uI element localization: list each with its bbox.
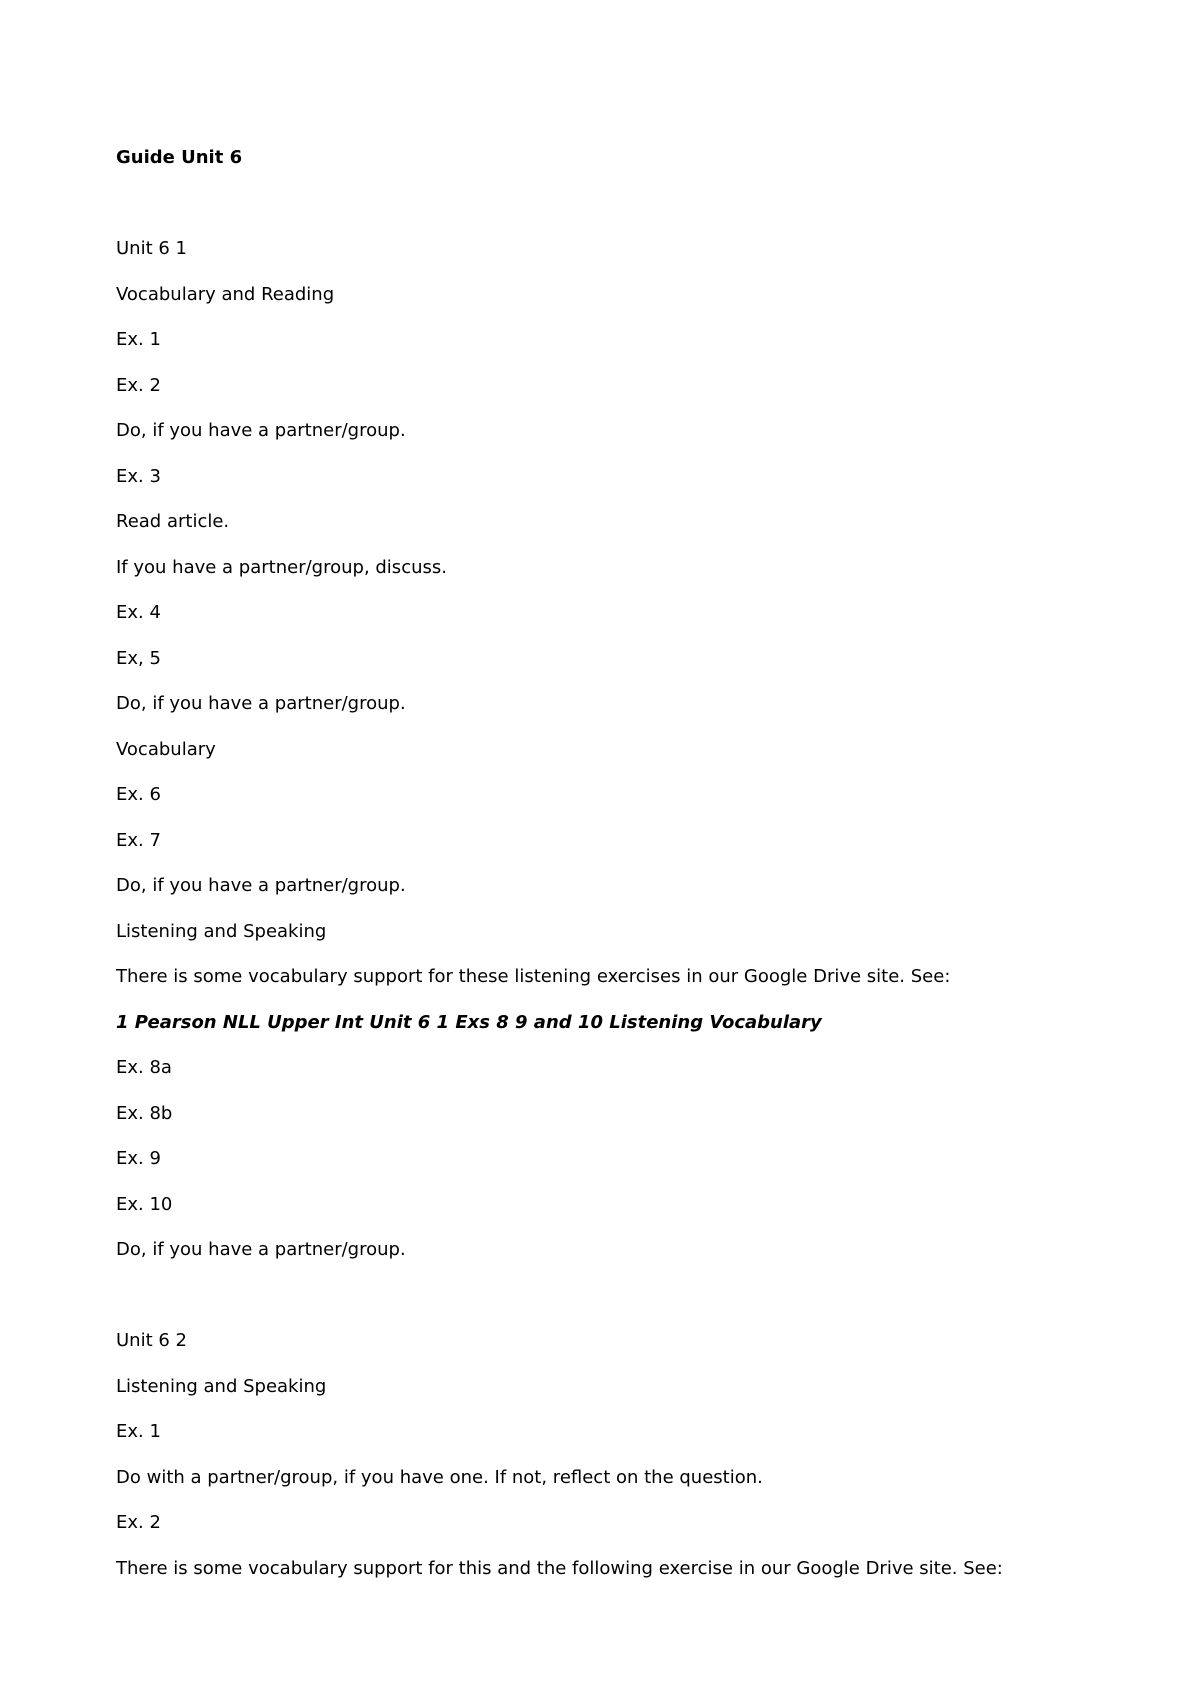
exercise-label: Ex. 8b — [116, 1103, 173, 1124]
exercise-label: Ex. 4 — [116, 602, 161, 623]
exercise-label: Ex. 10 — [116, 1194, 173, 1215]
section-listening-and-speaking: Listening and Speaking — [116, 1376, 327, 1397]
exercise-label: Ex. 9 — [116, 1148, 161, 1169]
exercise-label: Ex. 6 — [116, 784, 161, 805]
resource-title: 1 Pearson NLL Upper Int Unit 6 1 Exs 8 9 and 10 Listening Vocabulary — [116, 1012, 822, 1033]
exercise-label: Ex. 2 — [116, 375, 161, 396]
exercise-label: Ex. 1 — [116, 1421, 161, 1442]
exercise-note: Do, if you have a partner/group. — [116, 693, 406, 714]
unit-heading-6-1: Unit 6 1 — [116, 238, 187, 259]
listening-support-text: There is some vocabulary support for these listening exercises in our Google Drive site. See: — [116, 966, 951, 987]
section-vocabulary-and-reading: Vocabulary and Reading — [116, 284, 335, 305]
document-title: Guide Unit 6 — [116, 147, 243, 168]
exercise-note: Do, if you have a partner/group. — [116, 1239, 406, 1260]
exercise-note: If you have a partner/group, discuss. — [116, 557, 447, 578]
exercise-note: There is some vocabulary support for this and the following exercise in our Google Drive site. See: — [116, 1558, 1003, 1579]
section-vocabulary: Vocabulary — [116, 739, 216, 760]
exercise-label: Ex. 2 — [116, 1512, 161, 1533]
exercise-note: Do, if you have a partner/group. — [116, 420, 406, 441]
exercise-label: Ex. 1 — [116, 329, 161, 350]
exercise-label: Ex, 5 — [116, 648, 161, 669]
section-listening-and-speaking: Listening and Speaking — [116, 921, 327, 942]
exercise-note: Read article. — [116, 511, 230, 532]
exercise-label: Ex. 3 — [116, 466, 161, 487]
exercise-note: Do with a partner/group, if you have one. If not, reflect on the question. — [116, 1467, 763, 1488]
unit-heading-6-2: Unit 6 2 — [116, 1330, 187, 1351]
exercise-note: Do, if you have a partner/group. — [116, 875, 406, 896]
exercise-label: Ex. 8a — [116, 1057, 172, 1078]
exercise-label: Ex. 7 — [116, 830, 161, 851]
